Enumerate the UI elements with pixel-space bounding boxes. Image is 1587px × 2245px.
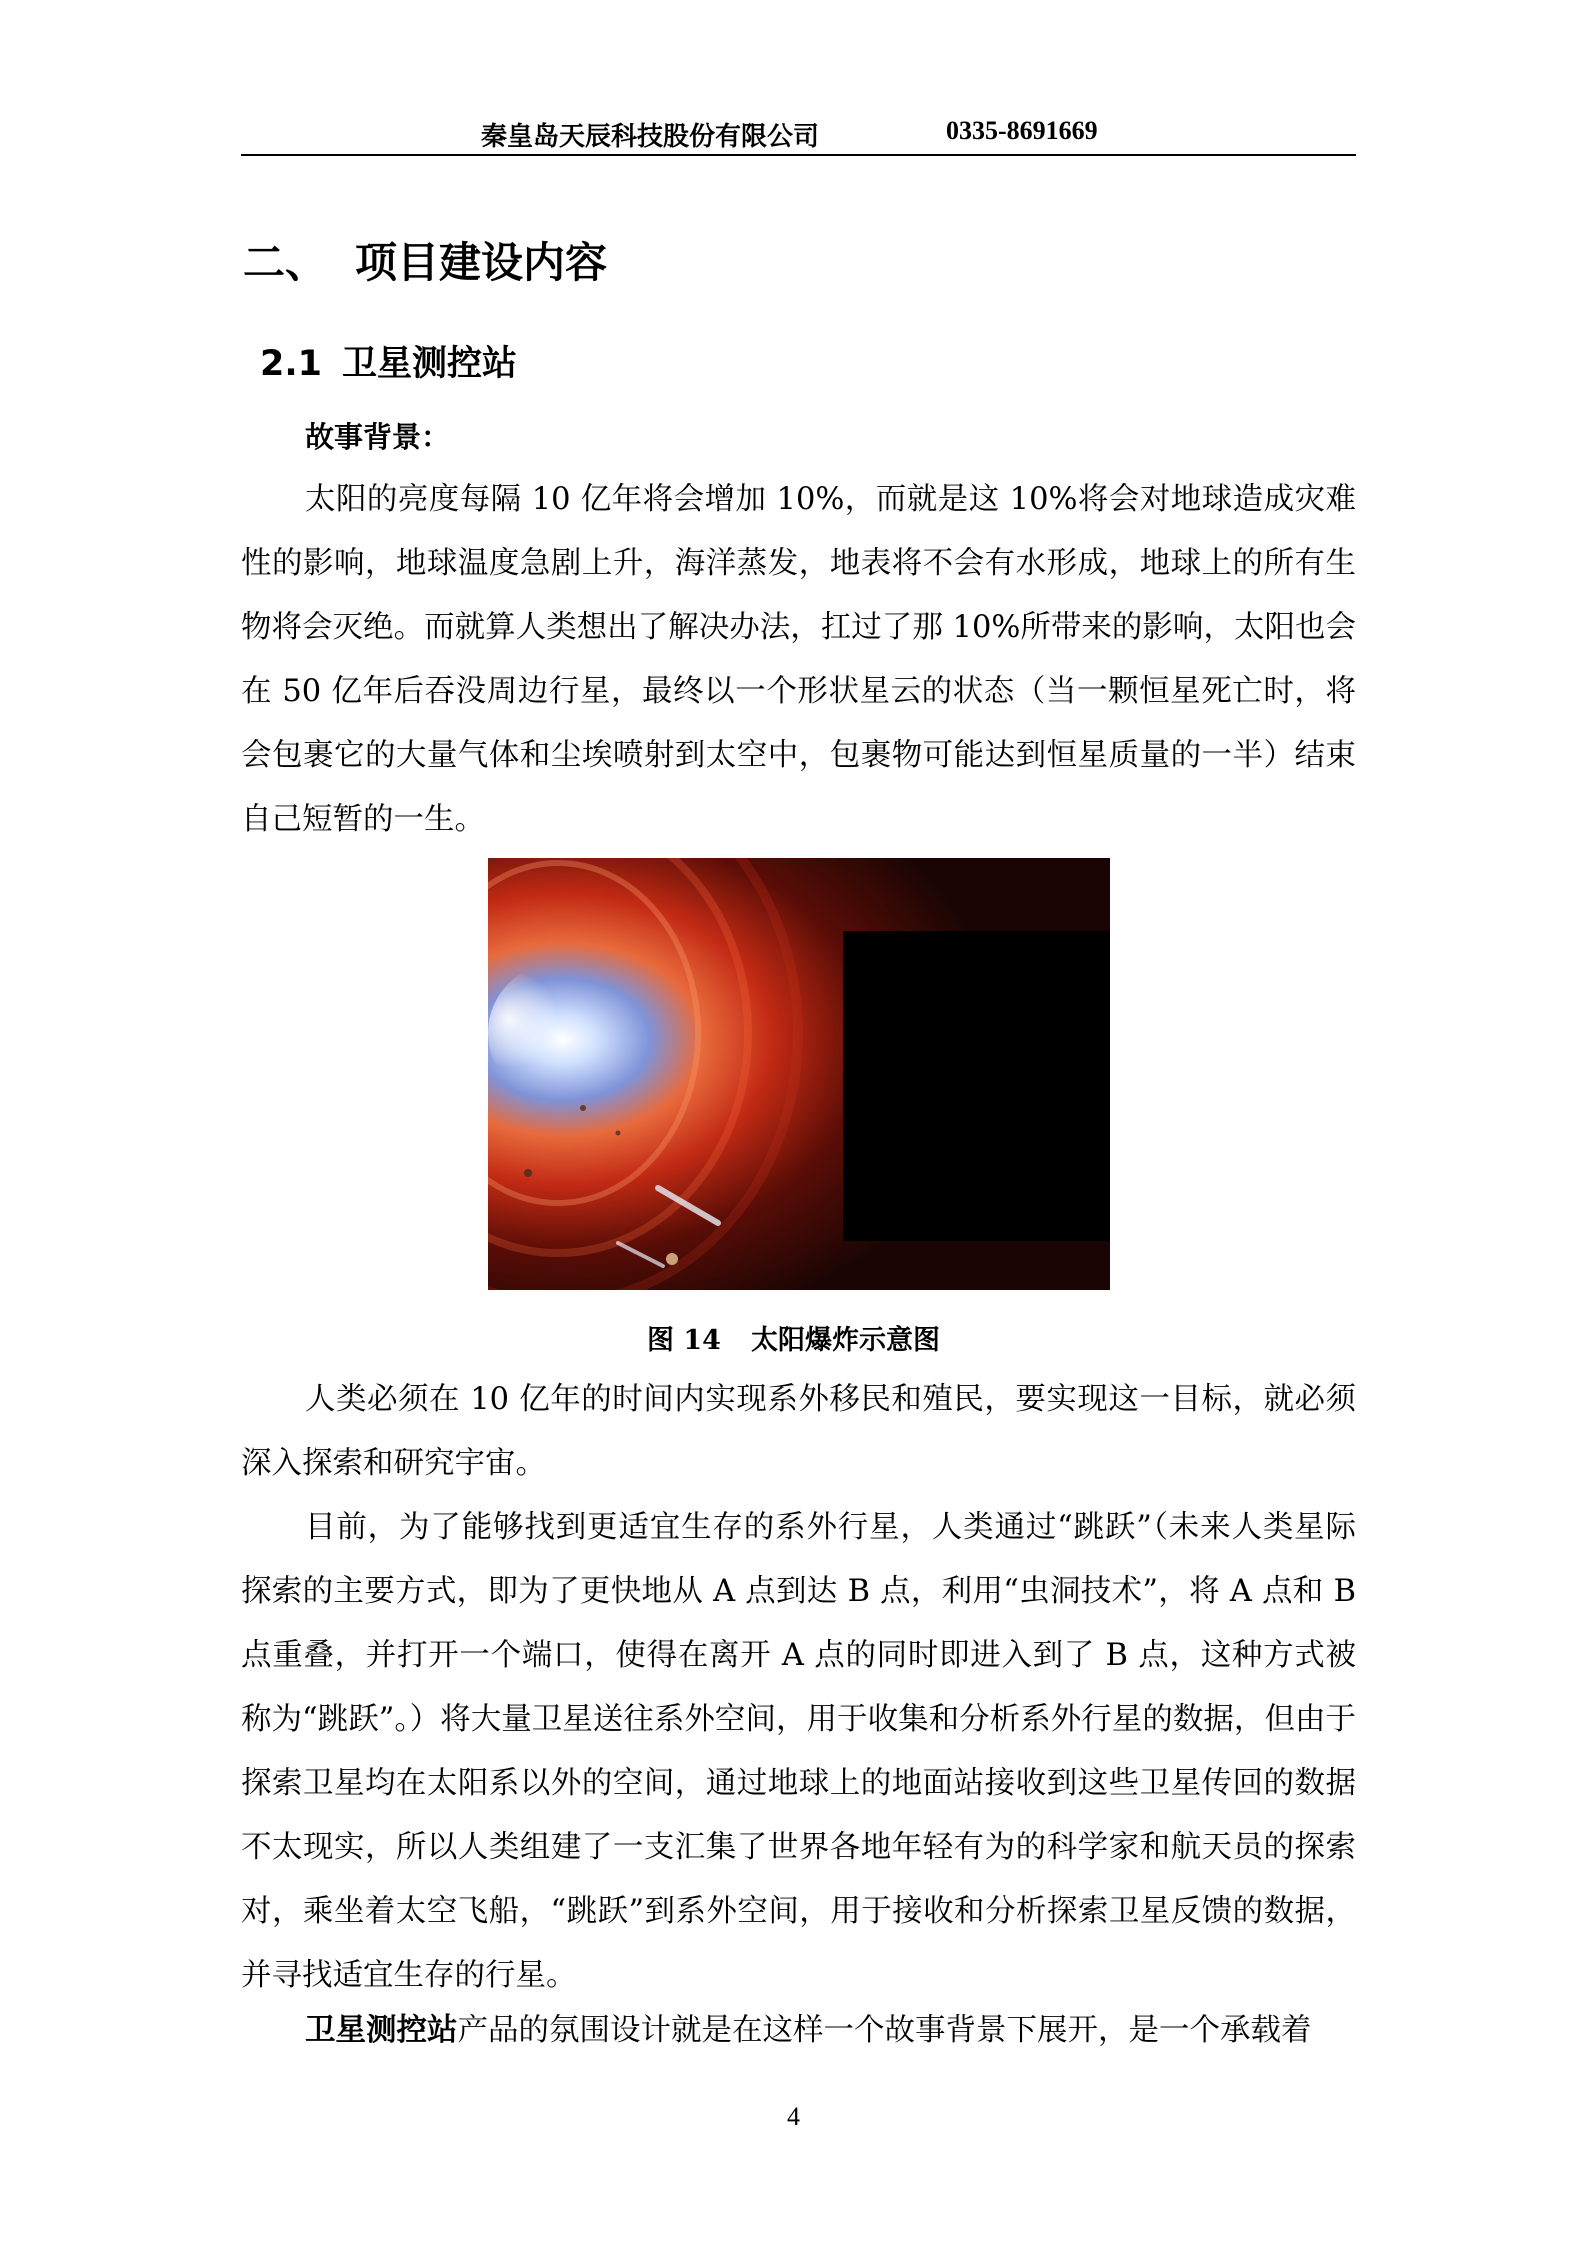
paragraph-4: [241, 1998, 1356, 2063]
product-name: 卫星测控站: [305, 2012, 458, 2048]
paragraph-3: 目前，为了能够找到更适宜生存的系外行星，人类通过“跳跃”（未来人类星际探索的主要方式，即为了更快地从 A 点到达 B 点，利用“虫洞技术”，将 A 点和 B 点重叠，并打开一个端口，使得在离开 A 点的同时即进入到了 B 点，这种方式被称为“跳跃”。）将大量卫星送往系外空间，用于收集和分析系外行星的数据，但由于探索卫星均在太阳系以外的空间，通过地球上的地面站接收到这些卫星传回的数据不太现实，所以人类组建了一支汇集了世界各地年轻有为的科学家和航天员的探索对，乘坐着太空飞船，“跳跃”到系外空间，用于接收和分析探索卫星反馈的数据，并寻找适宜生存的行星。: [241, 1510, 1356, 1993]
section-heading: [243, 230, 607, 290]
section-number: 二、: [243, 238, 328, 287]
page-number: 4: [787, 2102, 800, 2131]
paragraph-2: 人类必须在 10 亿年的时间内实现系外移民和殖民，要实现这一目标，就必须深入探索和研究宇宙。: [241, 1382, 1356, 1481]
figure-caption: [0, 1318, 1587, 1357]
sun-explosion-image: [488, 858, 1110, 1290]
subsection-number: 2.1: [260, 344, 323, 384]
paragraph-4-text: 产品的氛围设计就是在这样一个故事背景下展开，是一个承载着: [457, 2013, 1312, 2048]
sun-explosion-figure: [488, 858, 1110, 1290]
story-label: 故事背景：: [305, 420, 451, 454]
figure-number: 图 14: [647, 1325, 721, 1356]
header-company: 秦皇岛天辰科技股份有限公司: [481, 122, 820, 152]
subsection-title: 卫星测控站: [342, 344, 518, 384]
header-phone: 0335-8691669: [946, 116, 1098, 145]
page-header: [241, 112, 1356, 156]
figure-caption-text: 太阳爆炸示意图: [750, 1325, 940, 1356]
subsection-heading: [260, 336, 517, 386]
paragraph-1: 太阳的亮度每隔 10 亿年将会增加 10%，而就是这 10%将会对地球造成灾难性的影响，地球温度急剧上升，海洋蒸发，地表将不会有水形成，地球上的所有生物将会灭绝。而就算人类想出了解决办法，扛过了那 10%所带来的影响，太阳也会在 50 亿年后吞没周边行星，最终以一个形状星云的状态（当一颗恒星死亡时，将会包裹它的大量气体和尘埃喷射到太空中，包裹物可能达到恒星质量的一半）结束自己短暂的一生。: [241, 482, 1356, 837]
section-title: 项目建设内容: [355, 238, 608, 287]
